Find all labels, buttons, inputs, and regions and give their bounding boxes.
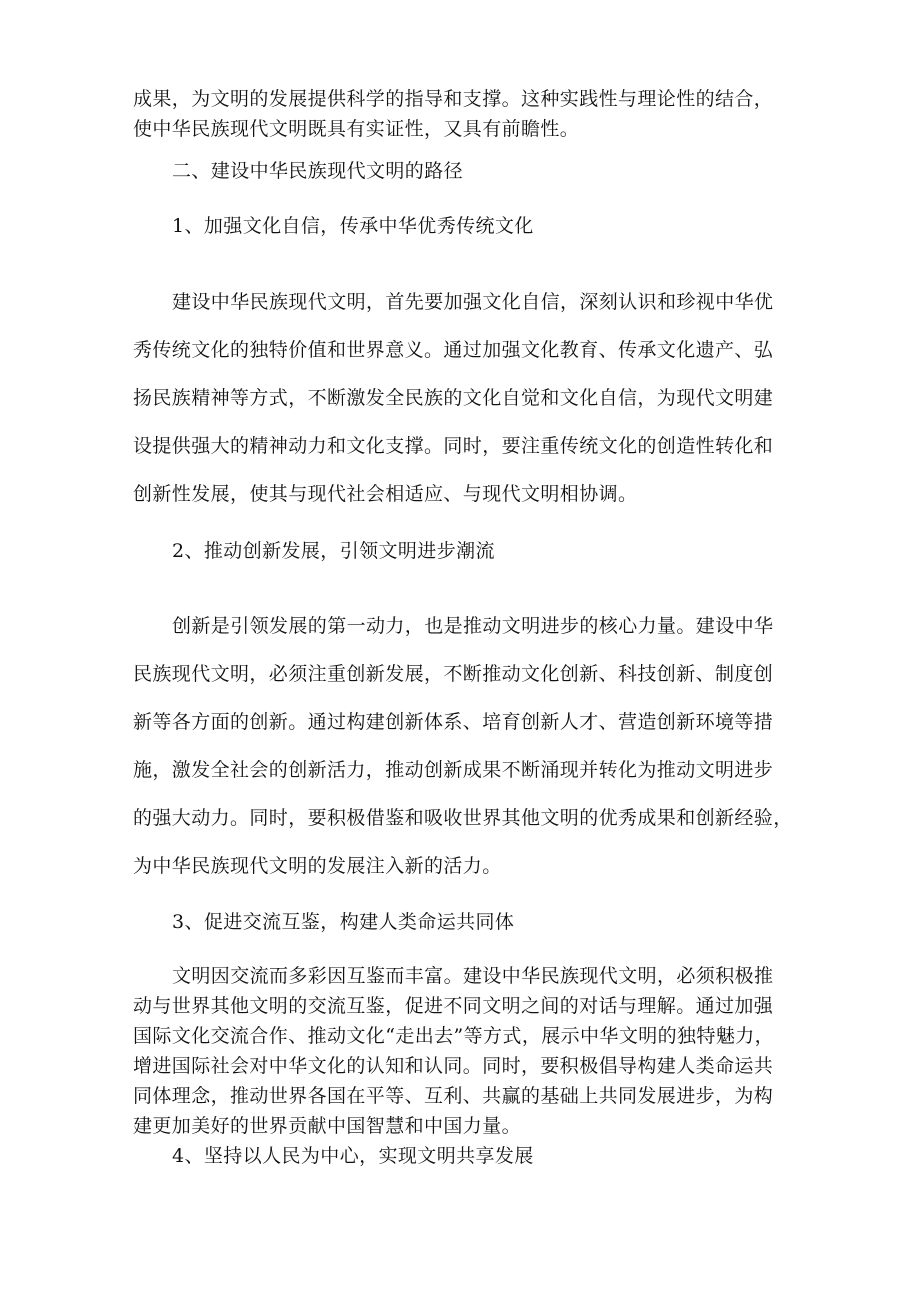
body-text-line: 设提供强大的精神动力和文化支撑。同时，要注重传统文化的创造性转化和 [133, 435, 774, 457]
body-text-line: 为中华民族现代文明的发展注入新的活力。 [133, 855, 502, 877]
body-text-line: 文明因交流而多彩因互鉴而丰富。建设中华民族现代文明，必须积极推 [172, 965, 774, 987]
section-heading: 二、建设中华民族现代文明的路径 [172, 160, 464, 182]
body-text-line: 动与世界其他文明的交流互鉴，促进不同文明之间的对话与理解。通过加强 [133, 995, 774, 1017]
body-text-line: 的强大动力。同时，要积极借鉴和吸收世界其他文明的优秀成果和创新经验， [133, 807, 793, 829]
subsection-heading: 4、坚持以人民为中心，实现文明共享发展 [172, 1145, 534, 1167]
subsection-heading: 1、加强文化自信，传承中华优秀传统文化 [172, 215, 534, 237]
body-text-line: 国际文化交流合作、推动文化“走出去”等方式，展示中华文明的独特魅力， [133, 1025, 775, 1047]
subsection-heading: 2、推动创新发展，引领文明进步潮流 [172, 540, 495, 562]
body-text-line: 创新是引领发展的第一动力，也是推动文明进步的核心力量。建设中华 [172, 615, 774, 637]
body-text-line: 成果，为文明的发展提供科学的指导和支撑。这种实践性与理论性的结合， [133, 88, 774, 110]
body-text-line: 扬民族精神等方式，不断激发全民族的文化自觉和文化自信，为现代文明建 [133, 387, 774, 409]
body-text-line: 秀传统文化的独特价值和世界意义。通过加强文化教育、传承文化遗产、弘 [133, 339, 774, 361]
body-text-line: 增进国际社会对中华文化的认知和认同。同时，要积极倡导构建人类命运共 [133, 1055, 774, 1077]
body-text-line: 使中华民族现代文明既具有实证性，又具有前瞻性。 [133, 118, 580, 140]
body-text-line: 同体理念，推动世界各国在平等、互利、共赢的基础上共同发展进步，为构 [133, 1085, 774, 1107]
body-text-line: 施，激发全社会的创新活力，推动创新成果不断涌现并转化为推动文明进步 [133, 759, 774, 781]
body-text-line: 创新性发展，使其与现代社会相适应、与现代文明相协调。 [133, 483, 638, 505]
body-text-line: 建更加美好的世界贡献中国智慧和中国力量。 [133, 1115, 522, 1137]
subsection-heading: 3、促进交流互鉴，构建人类命运共同体 [172, 911, 515, 933]
body-text-line: 民族现代文明，必须注重创新发展，不断推动文化创新、科技创新、制度创 [133, 663, 774, 685]
body-text-line: 新等各方面的创新。通过构建创新体系、培育创新人才、营造创新环境等措 [133, 711, 774, 733]
body-text-line: 建设中华民族现代文明，首先要加强文化自信，深刻认识和珍视中华优 [172, 291, 774, 313]
